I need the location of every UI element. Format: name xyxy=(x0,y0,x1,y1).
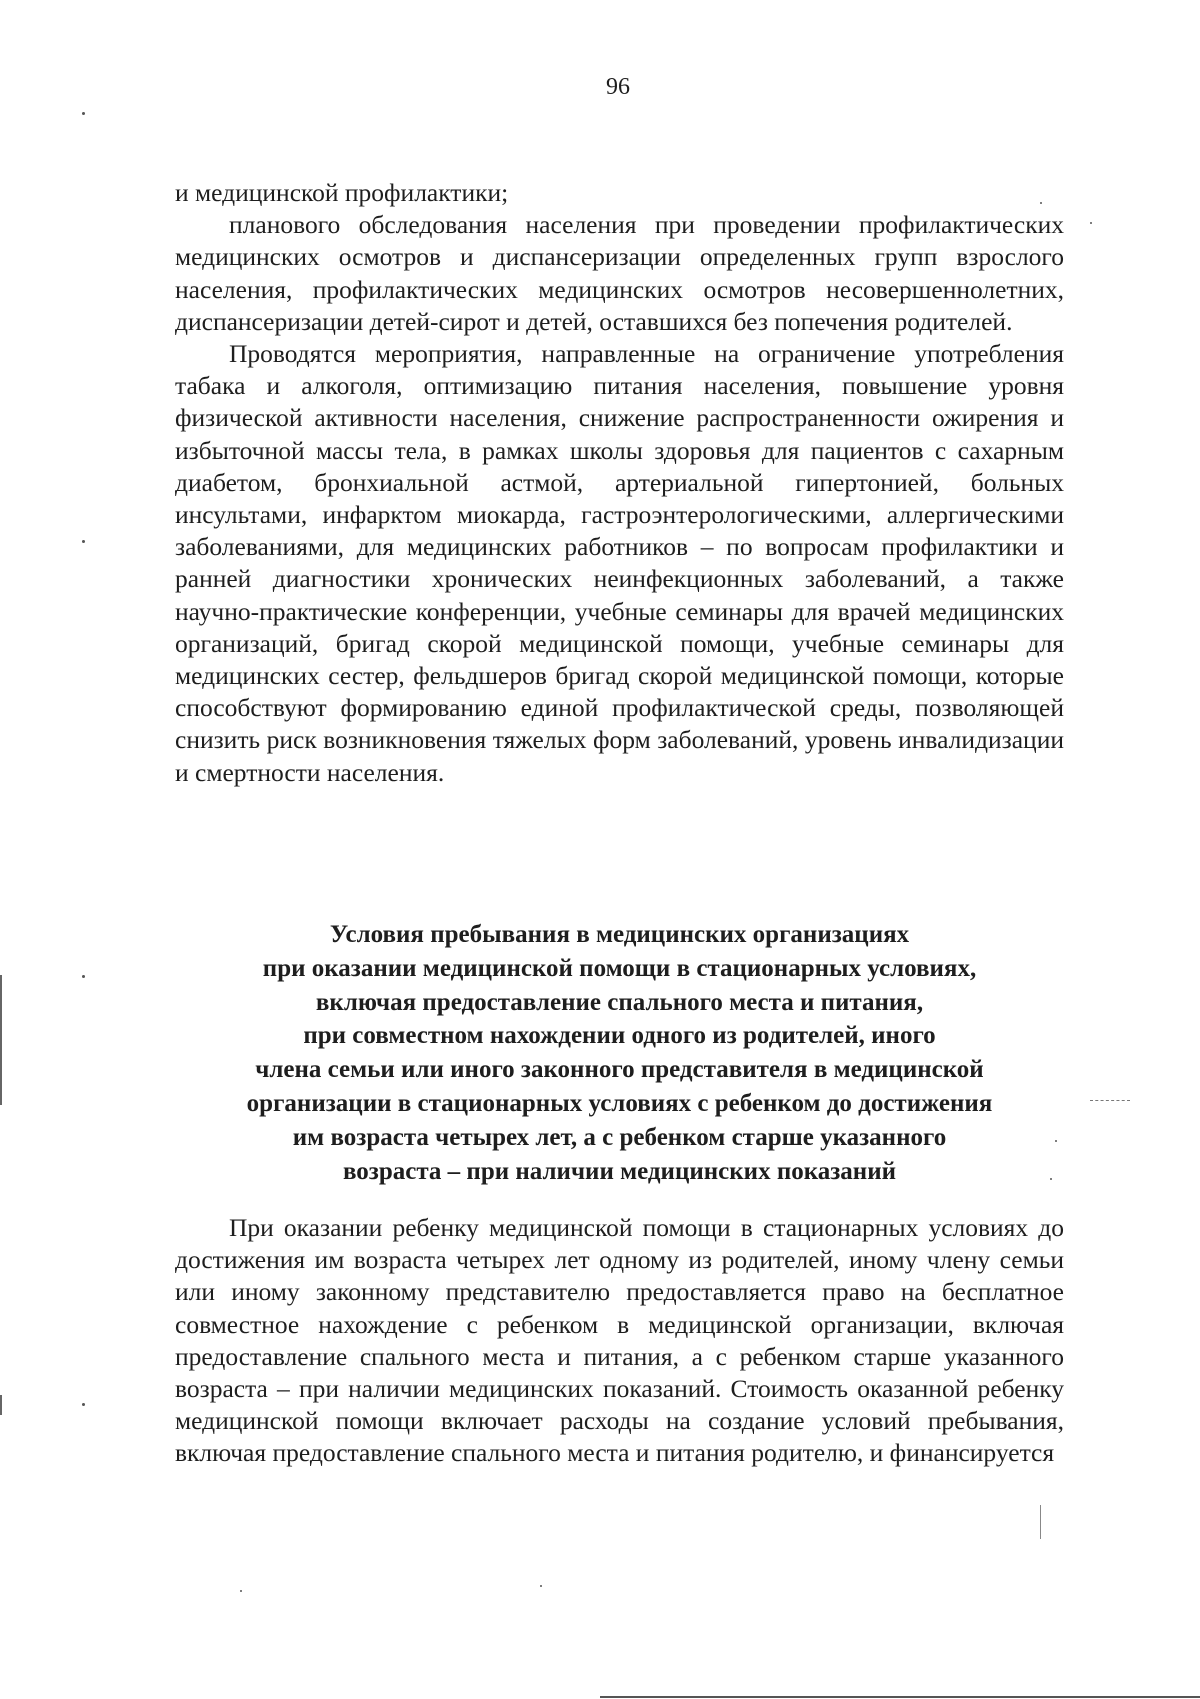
scan-edge-mark xyxy=(0,1395,2,1415)
section-heading-line: Условия пребывания в медицинских организациях xyxy=(329,921,910,948)
scan-mark xyxy=(1040,1505,1041,1539)
section-heading-line: организации в стационарных условиях с ребенком до достижения xyxy=(246,1089,993,1117)
paragraph: Проводятся мероприятия, направленные на ограничение употребления табака и алкоголя, оптимизацию питания населения, повышение уровня физической активности населения, снижение распространенности ожирения и избыточной массы тела, в рамках школы здоровья для пациентов с сахарным диабетом, бронхиальной астмой, артериальной гипертонией, больных инсультами, инфарктом миокарда, гастроэнтерологическими, аллергическими заболеваниями, для медицинских работников – по вопросам профилактики и ранней диагностики хронических неинфекционных заболеваний, а также научно-практические конференции, учебные семинары для врачей медицинских организаций, бригад скорой медицинской помощи, учебные семинары для медицинских сестер, фельдшеров бригад скорой медицинской помощи, которые способствуют формированию единой профилактической среды, позволяющей снизить риск возникновения тяжелых форм заболеваний, уровень инвалидизации и смертности населения. xyxy=(175,339,1064,787)
scan-speck xyxy=(82,1403,85,1406)
section-heading-line: при оказании медицинской помощи в стационарных условиях, xyxy=(262,954,977,982)
scan-speck xyxy=(82,975,85,978)
text-block-top xyxy=(175,177,1064,789)
section-heading-line: члена семьи или иного законного представителя в медицинской xyxy=(255,1056,984,1084)
section-heading-line: им возраста четырех лет, а с ребенком старше указанного xyxy=(292,1123,947,1151)
paragraph: планового обследования населения при проведении профилактических медицинских осмотров и диспансеризации определенных групп взрослого населения, профилактических медицинских осмотров несовершеннолетних, диспансеризации детей-сирот и детей, оставшихся без попечения родителей. xyxy=(175,210,1064,336)
scan-speck xyxy=(82,112,85,115)
paragraph: При оказании ребенку медицинской помощи в стационарных условиях до достижения им возраста четырех лет одному из родителей, иному члену семьи или иному законному представителю предоставляется право на бесплатное совместное нахождение с ребенком в медицинской организации, включая предоставление спального места и питания, а с ребенком старше указанного возраста – при наличии медицинских показаний. Стоимость оказанной ребенку медицинской помощи включает расходы на создание условий пребывания, включая предоставление спального места и питания родителю, и финансируется xyxy=(175,1213,1064,1468)
scan-dash xyxy=(1090,1100,1130,1102)
scan-bottom-edge xyxy=(600,1696,1200,1698)
scan-edge-mark xyxy=(0,975,2,1105)
section-heading-line: возраста – при наличии медицинских показаний xyxy=(342,1157,897,1185)
section-heading xyxy=(175,918,1064,1188)
section-heading-line: при совместном нахождении одного из родителей, иного xyxy=(303,1022,936,1050)
scan-speck xyxy=(540,1585,542,1587)
page-number: 96 xyxy=(606,74,630,100)
section-heading-line: включая предоставление спального места и питания, xyxy=(315,988,924,1016)
scan-speck xyxy=(240,1590,242,1592)
paragraph: и медицинской профилактики; xyxy=(175,178,509,207)
scan-speck xyxy=(1090,222,1092,224)
scan-speck xyxy=(82,540,85,543)
text-block-bottom xyxy=(175,1212,1064,1470)
